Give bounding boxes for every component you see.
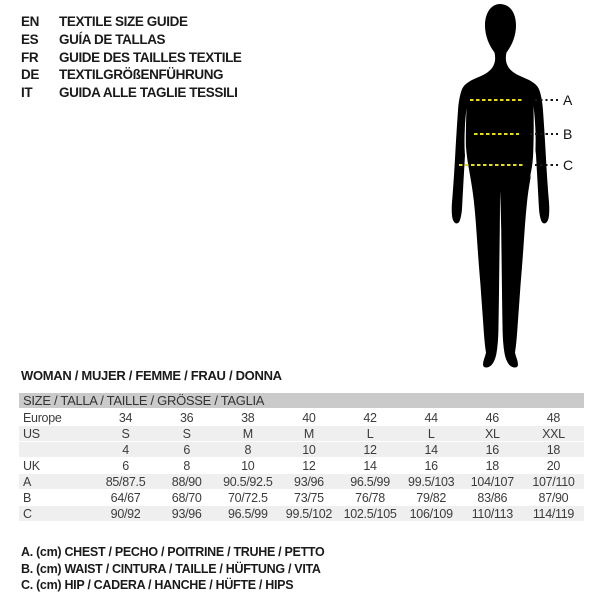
size-cell: 76/78 bbox=[340, 490, 401, 506]
size-cell: 99.5/103 bbox=[401, 474, 462, 490]
woman-silhouette bbox=[440, 0, 560, 378]
size-cell: 6 bbox=[156, 442, 217, 458]
size-cell: 34 bbox=[95, 409, 156, 426]
language-title: GUÍA DE TALLAS bbox=[59, 31, 166, 47]
language-title: TEXTILGRÖßENFÜHRUNG bbox=[59, 67, 224, 83]
size-cell: 93/96 bbox=[156, 506, 217, 522]
row-label: UK bbox=[19, 458, 95, 474]
marker-label-waist: B bbox=[563, 126, 573, 142]
size-cell: 70/72.5 bbox=[217, 490, 278, 506]
size-cell: 12 bbox=[278, 458, 339, 474]
size-cell: M bbox=[278, 426, 339, 442]
size-cell: 90.5/92.5 bbox=[217, 474, 278, 490]
size-cell: 96.5/99 bbox=[340, 474, 401, 490]
size-cell: XXL bbox=[523, 426, 584, 442]
size-cell: 16 bbox=[401, 458, 462, 474]
size-cell: S bbox=[156, 426, 217, 442]
marker-label-hip: C bbox=[563, 157, 574, 173]
table-row bbox=[19, 409, 584, 426]
language-row bbox=[21, 49, 242, 67]
size-cell: 4 bbox=[95, 442, 156, 458]
size-table-body bbox=[19, 409, 584, 522]
size-cell: 14 bbox=[340, 458, 401, 474]
chest-measure-line bbox=[470, 99, 522, 101]
size-cell: 102.5/105 bbox=[340, 506, 401, 522]
size-cell: 79/82 bbox=[401, 490, 462, 506]
size-cell: 18 bbox=[462, 458, 523, 474]
language-code: ES bbox=[21, 31, 39, 47]
size-cell: 110/113 bbox=[462, 506, 523, 522]
size-cell: 83/86 bbox=[462, 490, 523, 506]
size-cell: 46 bbox=[462, 409, 523, 426]
size-cell: 104/107 bbox=[462, 474, 523, 490]
size-table bbox=[19, 393, 584, 522]
row-label: C bbox=[19, 506, 95, 522]
row-label: Europe bbox=[19, 409, 95, 426]
language-title-list bbox=[21, 13, 242, 102]
marker-label-chest: A bbox=[563, 92, 573, 108]
size-cell: 64/67 bbox=[95, 490, 156, 506]
language-row bbox=[21, 31, 242, 49]
language-title: TEXTILE SIZE GUIDE bbox=[59, 14, 188, 29]
legend-line: C. (cm) HIP / CADERA / HANCHE / HÜFTE / HIPS bbox=[21, 578, 294, 593]
row-label: A bbox=[19, 474, 95, 490]
size-cell: 8 bbox=[156, 458, 217, 474]
size-cell: L bbox=[401, 426, 462, 442]
size-cell: 10 bbox=[217, 458, 278, 474]
size-cell: 114/119 bbox=[523, 506, 584, 522]
language-code: FR bbox=[21, 49, 39, 65]
table-row bbox=[19, 458, 584, 474]
size-table-header: SIZE / TALLA / TAILLE / GRÖSSE / TAGLIA bbox=[19, 393, 584, 409]
hip-measure-line bbox=[459, 164, 523, 166]
size-cell: 42 bbox=[340, 409, 401, 426]
size-cell: 44 bbox=[401, 409, 462, 426]
legend-line: A. (cm) CHEST / PECHO / POITRINE / TRUHE / PETTO bbox=[21, 545, 325, 559]
size-cell: 90/92 bbox=[95, 506, 156, 522]
size-cell: 48 bbox=[523, 409, 584, 426]
size-cell: S bbox=[95, 426, 156, 442]
language-code: DE bbox=[21, 67, 39, 83]
size-cell: 20 bbox=[523, 458, 584, 474]
section-title: WOMAN / MUJER / FEMME / FRAU / DONNA bbox=[21, 368, 282, 383]
legend-line: B. (cm) WAIST / CINTURA / TAILLE / HÜFTUNG / VITA bbox=[21, 561, 321, 576]
table-row bbox=[19, 426, 584, 442]
size-cell: XL bbox=[462, 426, 523, 442]
size-cell: 87/90 bbox=[523, 490, 584, 506]
language-code: IT bbox=[21, 85, 33, 101]
size-cell: 107/110 bbox=[523, 474, 584, 490]
row-label: US bbox=[19, 426, 95, 442]
chest-connector-line bbox=[535, 99, 558, 101]
woman-silhouette-body bbox=[452, 4, 550, 368]
size-table-header-row bbox=[19, 393, 584, 409]
size-cell: 85/87.5 bbox=[95, 474, 156, 490]
size-cell: 36 bbox=[156, 409, 217, 426]
size-cell: M bbox=[217, 426, 278, 442]
table-row bbox=[19, 506, 584, 522]
size-cell: 88/90 bbox=[156, 474, 217, 490]
size-cell: 12 bbox=[340, 442, 401, 458]
size-cell: 18 bbox=[523, 442, 584, 458]
size-cell: 96.5/99 bbox=[217, 506, 278, 522]
size-cell: 6 bbox=[95, 458, 156, 474]
language-row bbox=[21, 13, 242, 31]
size-cell: 73/75 bbox=[278, 490, 339, 506]
row-label: B bbox=[19, 490, 95, 506]
language-title: GUIDA ALLE TAGLIE TESSILI bbox=[59, 85, 238, 101]
waist-measure-line bbox=[474, 133, 519, 135]
language-row bbox=[21, 66, 242, 84]
size-cell: 38 bbox=[217, 409, 278, 426]
row-label bbox=[19, 442, 95, 458]
size-cell: 8 bbox=[217, 442, 278, 458]
size-cell: 99.5/102 bbox=[278, 506, 339, 522]
size-cell: 106/109 bbox=[401, 506, 462, 522]
table-row bbox=[19, 474, 584, 490]
language-title: GUIDE DES TAILLES TEXTILE bbox=[59, 49, 242, 65]
size-cell: 93/96 bbox=[278, 474, 339, 490]
table-row bbox=[19, 490, 584, 506]
waist-connector-line bbox=[530, 133, 558, 135]
measurement-figure bbox=[440, 0, 600, 382]
hip-connector-line bbox=[535, 164, 558, 166]
size-cell: 68/70 bbox=[156, 490, 217, 506]
size-cell: 40 bbox=[278, 409, 339, 426]
table-row bbox=[19, 442, 584, 458]
size-cell: L bbox=[340, 426, 401, 442]
language-code: EN bbox=[21, 14, 39, 29]
size-cell: 10 bbox=[278, 442, 339, 458]
measurement-legend bbox=[21, 544, 324, 594]
language-row bbox=[21, 84, 242, 102]
size-cell: 16 bbox=[462, 442, 523, 458]
size-cell: 14 bbox=[401, 442, 462, 458]
